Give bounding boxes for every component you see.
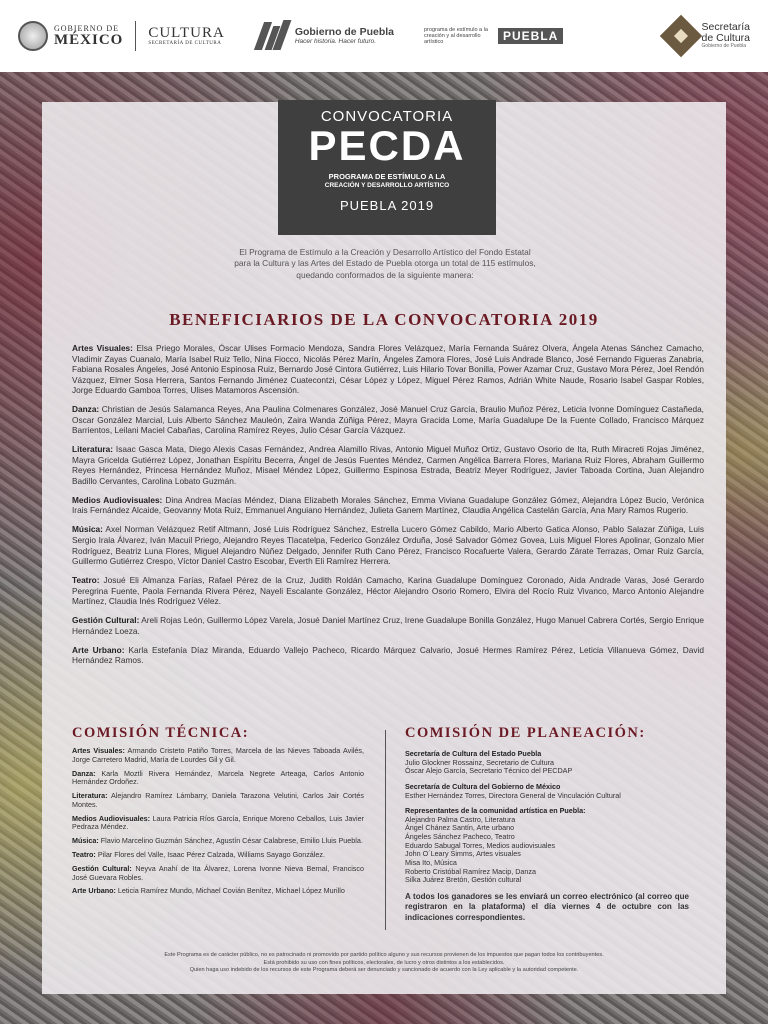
member-names: Armando Cristeto Patiño Torres, Marcela de las Nieves Taboada Avilés, Jorge Carretero Madrid, María de Lourdes Gil y Gil.	[72, 746, 364, 764]
pecda-logo-box: PUEBLA	[498, 28, 563, 44]
discipline-label: Medios Audiovisuales:	[72, 494, 163, 505]
discipline-label: Literatura:	[72, 791, 108, 801]
beneficiary-entry-medios	[72, 495, 704, 516]
winners-notice: A todos los ganadores se les enviará un correo electrónico (al correo que registraron en la plataforma) el día viernes 4 de octubre con las indicaciones correspondientes.	[405, 891, 689, 922]
gp-title: Gobierno de Puebla	[294, 25, 394, 38]
member-names: Karla Moztli Rivera Hernández, Marcela Negrete Arteaga, Carlos Antonio Hernández Ordoñez.	[72, 768, 364, 787]
beneficiary-names: Axel Norman Velázquez Retif Altmann, José Luis Rodríguez Sánchez, Estrella Lucero Gómez Cabildo, Mario Alberto Gatica Alonso, Pablo Salazar Zúñiga, Luis Sergio Irala Álvarez, Iván Macuil Priego, Alejandro Reyes Tlacatelpa, Federico González Orduña, José Salvador Gómez Govea, Luis Miguel Flores Apolinar, Gonzalo Mier Rodríguez, Beatriz Luna Flores, Miguel Alejandro Núñez Delgado, Jennifer Ruth Cano Pérez, Francisco Rocafuerte Valera, Gerardo Zárate Terrazas, Omar Ruiz García, Guillermo Gutiérrez Crespo, Víctor Daniel Castro Escobar, Everth Eli Ramírez Herrera.	[72, 524, 704, 567]
tecnica-entry	[72, 851, 364, 860]
planeacion-group-head: Secretaría de Cultura del Estado Puebla	[405, 749, 542, 758]
planeacion-member: Ángeles Sánchez Pacheco, Teatro	[405, 832, 515, 842]
comision-planeacion-list	[405, 750, 695, 923]
discipline-label: Teatro:	[72, 575, 100, 586]
planeacion-member: Roberto Cristóbal Ramírez Macip, Danza	[405, 866, 537, 876]
beneficiary-entry-musica	[72, 524, 704, 566]
tecnica-entry	[72, 815, 364, 833]
convocatoria-heading: CONVOCATORIA	[320, 108, 454, 125]
member-names: Flavio Marcelino Guzmán Sánchez, Agustín César Calabrese, Emilio Lluis Puebla.	[98, 836, 363, 846]
cultura-logo	[148, 26, 224, 46]
planeacion-member: John O´Leary Simms, Artes visuales	[405, 849, 521, 859]
discipline-label: Arte Urbano:	[72, 886, 116, 896]
tecnica-entry	[72, 865, 364, 883]
gobierno-puebla-logo	[255, 18, 394, 54]
beneficiary-entry-artes-visuales	[72, 343, 704, 396]
planeacion-member: Julio Glockner Rossainz, Secretario de Cultura	[405, 757, 555, 767]
discipline-label: Artes Visuales:	[72, 343, 133, 353]
discipline-label: Teatro:	[72, 850, 96, 860]
beneficiary-names: Karla Estefanía Díaz Miranda, Eduardo Vallejo Pacheco, Ricardo Márquez Calvario, Josué Hermes Ramírez Pérez, Leticia Villanueva Gómez, David Hernández Ramos.	[72, 644, 704, 666]
pecda-logo-text: programa de estímulo a la creación y al desarrollo artístico	[424, 26, 488, 46]
beneficiary-entry-arte-urbano	[72, 645, 704, 666]
discipline-label: Artes Visuales:	[72, 746, 125, 755]
beneficiary-entry-danza	[72, 404, 704, 436]
cultura-text: CULTURA	[148, 25, 225, 41]
footer-line: Este Programa es de carácter público, no es patrocinado ni promovido por partido político alguno y sus recursos provienen de los impuestos que pagan todos los contribuyentes.	[164, 952, 604, 958]
planeacion-group-head: Secretaría de Cultura del Gobierno de México	[405, 781, 561, 791]
beneficiary-names: Dina Andrea Macías Méndez, Diana Elizabeth Morales Sánchez, Emma Viviana Guadalupe González Gómez, Alejandra López Bucio, Verónica Irais Fernández Alcaide, Geovanny Mota Ruiz, Emmanuel Anguiano Hernández, Julieta Ganem Martínez, Claudia Angélica Castelán García, Ana Mary Ramos Rugerio.	[72, 494, 704, 516]
program-line-1: PROGRAMA DE ESTÍMULO A LA	[328, 172, 446, 182]
beneficiary-entry-literatura	[72, 444, 704, 486]
beneficiary-names: Christian de Jesús Salamanca Reyes, Ana Paulina Colmenares González, José Manuel Cruz García, Braulio Muñoz Pérez, Leticia Ivonne Domínguez Castañeda, Oscar González Marcial, Luis Alberto Sánchez Mauleón, Zaira Wanda Zúñiga Pérez, Mayra Gracida Lome, María Guadalupe De la Fuente Collado, Francisco Márquez Barrientos, Leilani Maciel Cabañas, Carolina Ramírez Reyes, Julio César García Vázquez.	[72, 404, 704, 436]
beneficiary-names: Areli Rojas León, Guillermo López Varela, Josué Daniel Martínez Cruz, Irene Guadalupe Bonilla González, Hugo Manuel Cabrera Cortés, Sergio Enrique Hernández Loeza.	[72, 615, 704, 636]
discipline-label: Literatura:	[72, 444, 114, 455]
cultura-sub: SECRETARÍA DE CULTURA	[148, 41, 222, 46]
sc-title-1: Secretaría	[701, 21, 750, 34]
beneficiary-names: Isaac Gasca Mata, Diego Alexis Casas Fernández, Andrea Alamillo Rivas, Antonio Miguel Muñoz Ortiz, Gustavo Osorio de Ita, Ruth Miracreti Rojas Jiménez, Mayra Gricelda Gutiérrez López, Jonathan Espíritu Becerra, Ángel de Jesús Fuentes Méndez, Carmen Angélica Barrera Flores, Mariana Ruiz Flores, Abraham Guillermo Reyes Hernández, Princesa Hernández Muñoz, Misael Méndez López, Guillermo Espinosa Estrada, Beatriz Meyer Rodríguez, Javier Taboada Cortina, Juan Alejandro Badillo Cervantes, Carolina Lobato Guzmán.	[72, 444, 704, 486]
puebla-emblem-icon	[255, 18, 291, 54]
title-box	[278, 100, 496, 235]
footer-line: Quien haga uso indebido de los recursos de este Programa deberá ser denunciado y sancionado de acuerdo con la Ley aplicable y la autoridad competente.	[189, 967, 579, 974]
gobierno-mexico-logo	[18, 21, 123, 51]
intro-line: El Programa de Estímulo a la Creación y Desarrollo Artístico del Fondo Estatal	[239, 247, 531, 257]
gp-slogan: Hacer historia. Hacer futuro.	[294, 38, 377, 46]
discipline-label: Gestión Cultural:	[72, 863, 132, 873]
footer-line: Está prohibido su uso con fines políticos, electorales, de lucro y otros distintos a los establecidos.	[263, 959, 505, 966]
tecnica-entry	[72, 887, 364, 896]
edition-label: PUEBLA 2019	[339, 197, 435, 213]
sc-sub: Gobierno de Puebla	[701, 43, 747, 50]
beneficiary-entry-gestion	[72, 615, 704, 636]
comision-tecnica-title: COMISIÓN TÉCNICA:	[72, 725, 250, 741]
column-divider	[385, 730, 386, 930]
planeacion-member: Alejandro Palma Castro, Literatura	[405, 814, 516, 824]
planeacion-group	[405, 750, 695, 776]
member-names: Pilar Flores del Valle, Isaac Pérez Calzada, Williams Sayago González.	[95, 850, 325, 860]
gm-big: MÉXICO	[54, 31, 124, 48]
planeacion-member: Misa Ito, Música	[405, 858, 457, 868]
pecda-heading: PECDA	[308, 122, 466, 169]
discipline-label: Arte Urbano:	[72, 644, 125, 655]
discipline-label: Danza:	[72, 404, 100, 415]
beneficiary-names: Elsa Priego Morales, Óscar Ulises Formacio Mendoza, Sandra Flores Velázquez, María Fernanda Suárez Olvera, Ángela Atenas Sánchez Camacho, Vladimir Zayas Cuanalo, María Isabel Ruiz Tello, Nina Fiocco, Nicolás Pérez Marín, Ángeles Zamora Flores, José Luis Andrade Blanco, José Fernando Figueras Zanabria, Fabiana Rosales Ángeles, José Antonio Espinosa Ruiz, Bernardo José Cintora Gutiérrez, Luis Hilario Tovar Bonilla, Power Azamar Cruz, Gustavo Mora Pérez, Joel Rendón Vázquez, Elmer Sosa Herrera, Santos Fernando Jiménez Cuatecontzi, César López y López, Miguel Pérez Ramos, Adrián White Naude, Rosario Isabel Gaspar Robles, Jorge Eduardo Gamboa Torres, Ulises Matamoros Ascensión.	[72, 343, 704, 396]
planeacion-member: Ángel Chánez Santín, Arte urbano	[405, 823, 515, 833]
beneficiary-names: Josué Eli Almanza Farías, Rafael Pérez de la Cruz, Judith Roldán Camacho, Karina Guadalupe Domínguez Coronado, Aida Andrade Varas, José Gerardo Peregrina Fuente, Paola Fernanda Rivera Pérez, Nayeli Escalante González, Héctor Alejandro Osorio Romero, Elvira del Rocío Ruiz Vivanco, Marco Antonio Alejandre Martínez, Claudia Inés Rodríguez Vélez.	[72, 575, 704, 607]
discipline-label: Gestión Cultural:	[72, 615, 140, 626]
comision-planeacion-title: COMISIÓN DE PLANEACIÓN:	[405, 725, 646, 741]
secretaria-diamond-icon	[659, 15, 701, 57]
pecda-puebla-logo	[424, 27, 563, 45]
planeacion-member: Silka Juárez Bretón, Gestión cultural	[405, 875, 522, 885]
member-names: Laura Patricia Ríos García, Enrique Moreno Ceballos, Luis Javier Pedraza Méndez.	[72, 813, 364, 832]
tecnica-entry	[72, 770, 364, 788]
comision-tecnica-list	[72, 747, 364, 901]
logo-divider	[135, 21, 136, 51]
tecnica-entry	[72, 792, 364, 810]
discipline-label: Música:	[72, 524, 103, 535]
discipline-label: Danza:	[72, 768, 96, 778]
planeacion-member: Eduardo Sabugal Torres, Medios audiovisuales	[405, 840, 556, 850]
beneficiaries-list	[72, 343, 704, 674]
planeacion-member: Óscar Alejo García, Secretario Técnico del PECDAP	[405, 766, 573, 776]
planeacion-group-head: Representantes de la comunidad artística en Puebla:	[405, 806, 586, 816]
program-line-2: CREACIÓN Y DESARROLLO ARTÍSTICO	[324, 181, 450, 189]
tecnica-entry	[72, 747, 364, 765]
beneficiaries-title: BENEFICIARIOS DE LA CONVOCATORIA 2019	[169, 310, 599, 329]
header-logos	[0, 0, 768, 72]
secretaria-cultura-logo	[666, 21, 750, 51]
mexico-seal-icon	[18, 21, 48, 51]
beneficiary-entry-teatro	[72, 575, 704, 607]
gm-small: GOBIERNO DE	[54, 23, 119, 33]
legal-footer	[80, 952, 688, 975]
member-names: Neyva Anahí de Ita Álvarez, Lorena Ivonne Nieva Bernal, Francisco José Guevara Robles.	[72, 863, 364, 882]
planeacion-group	[405, 807, 695, 885]
intro-paragraph	[180, 247, 590, 281]
tecnica-entry	[72, 837, 364, 846]
member-names: Leticia Ramírez Mundo, Michael Covián Benítez, Michael López Murillo	[115, 886, 345, 896]
discipline-label: Medios Audiovisuales:	[72, 813, 151, 823]
planeacion-group	[405, 783, 695, 800]
planeacion-member: Esther Hernández Torres, Directora General de Vinculación Cultural	[405, 790, 621, 800]
sc-title-2: de Cultura	[701, 32, 750, 45]
discipline-label: Música:	[72, 836, 99, 846]
intro-line: para la Cultura y las Artes del Estado de Puebla otorga un total de 115 estímulos,	[234, 258, 536, 269]
intro-line: quedando conformados de la siguiente manera:	[296, 269, 474, 280]
member-names: Alejandro Ramírez Lámbarry, Daniela Tarazona Velutini, Carlos Jair Cortés Montes.	[72, 791, 364, 809]
